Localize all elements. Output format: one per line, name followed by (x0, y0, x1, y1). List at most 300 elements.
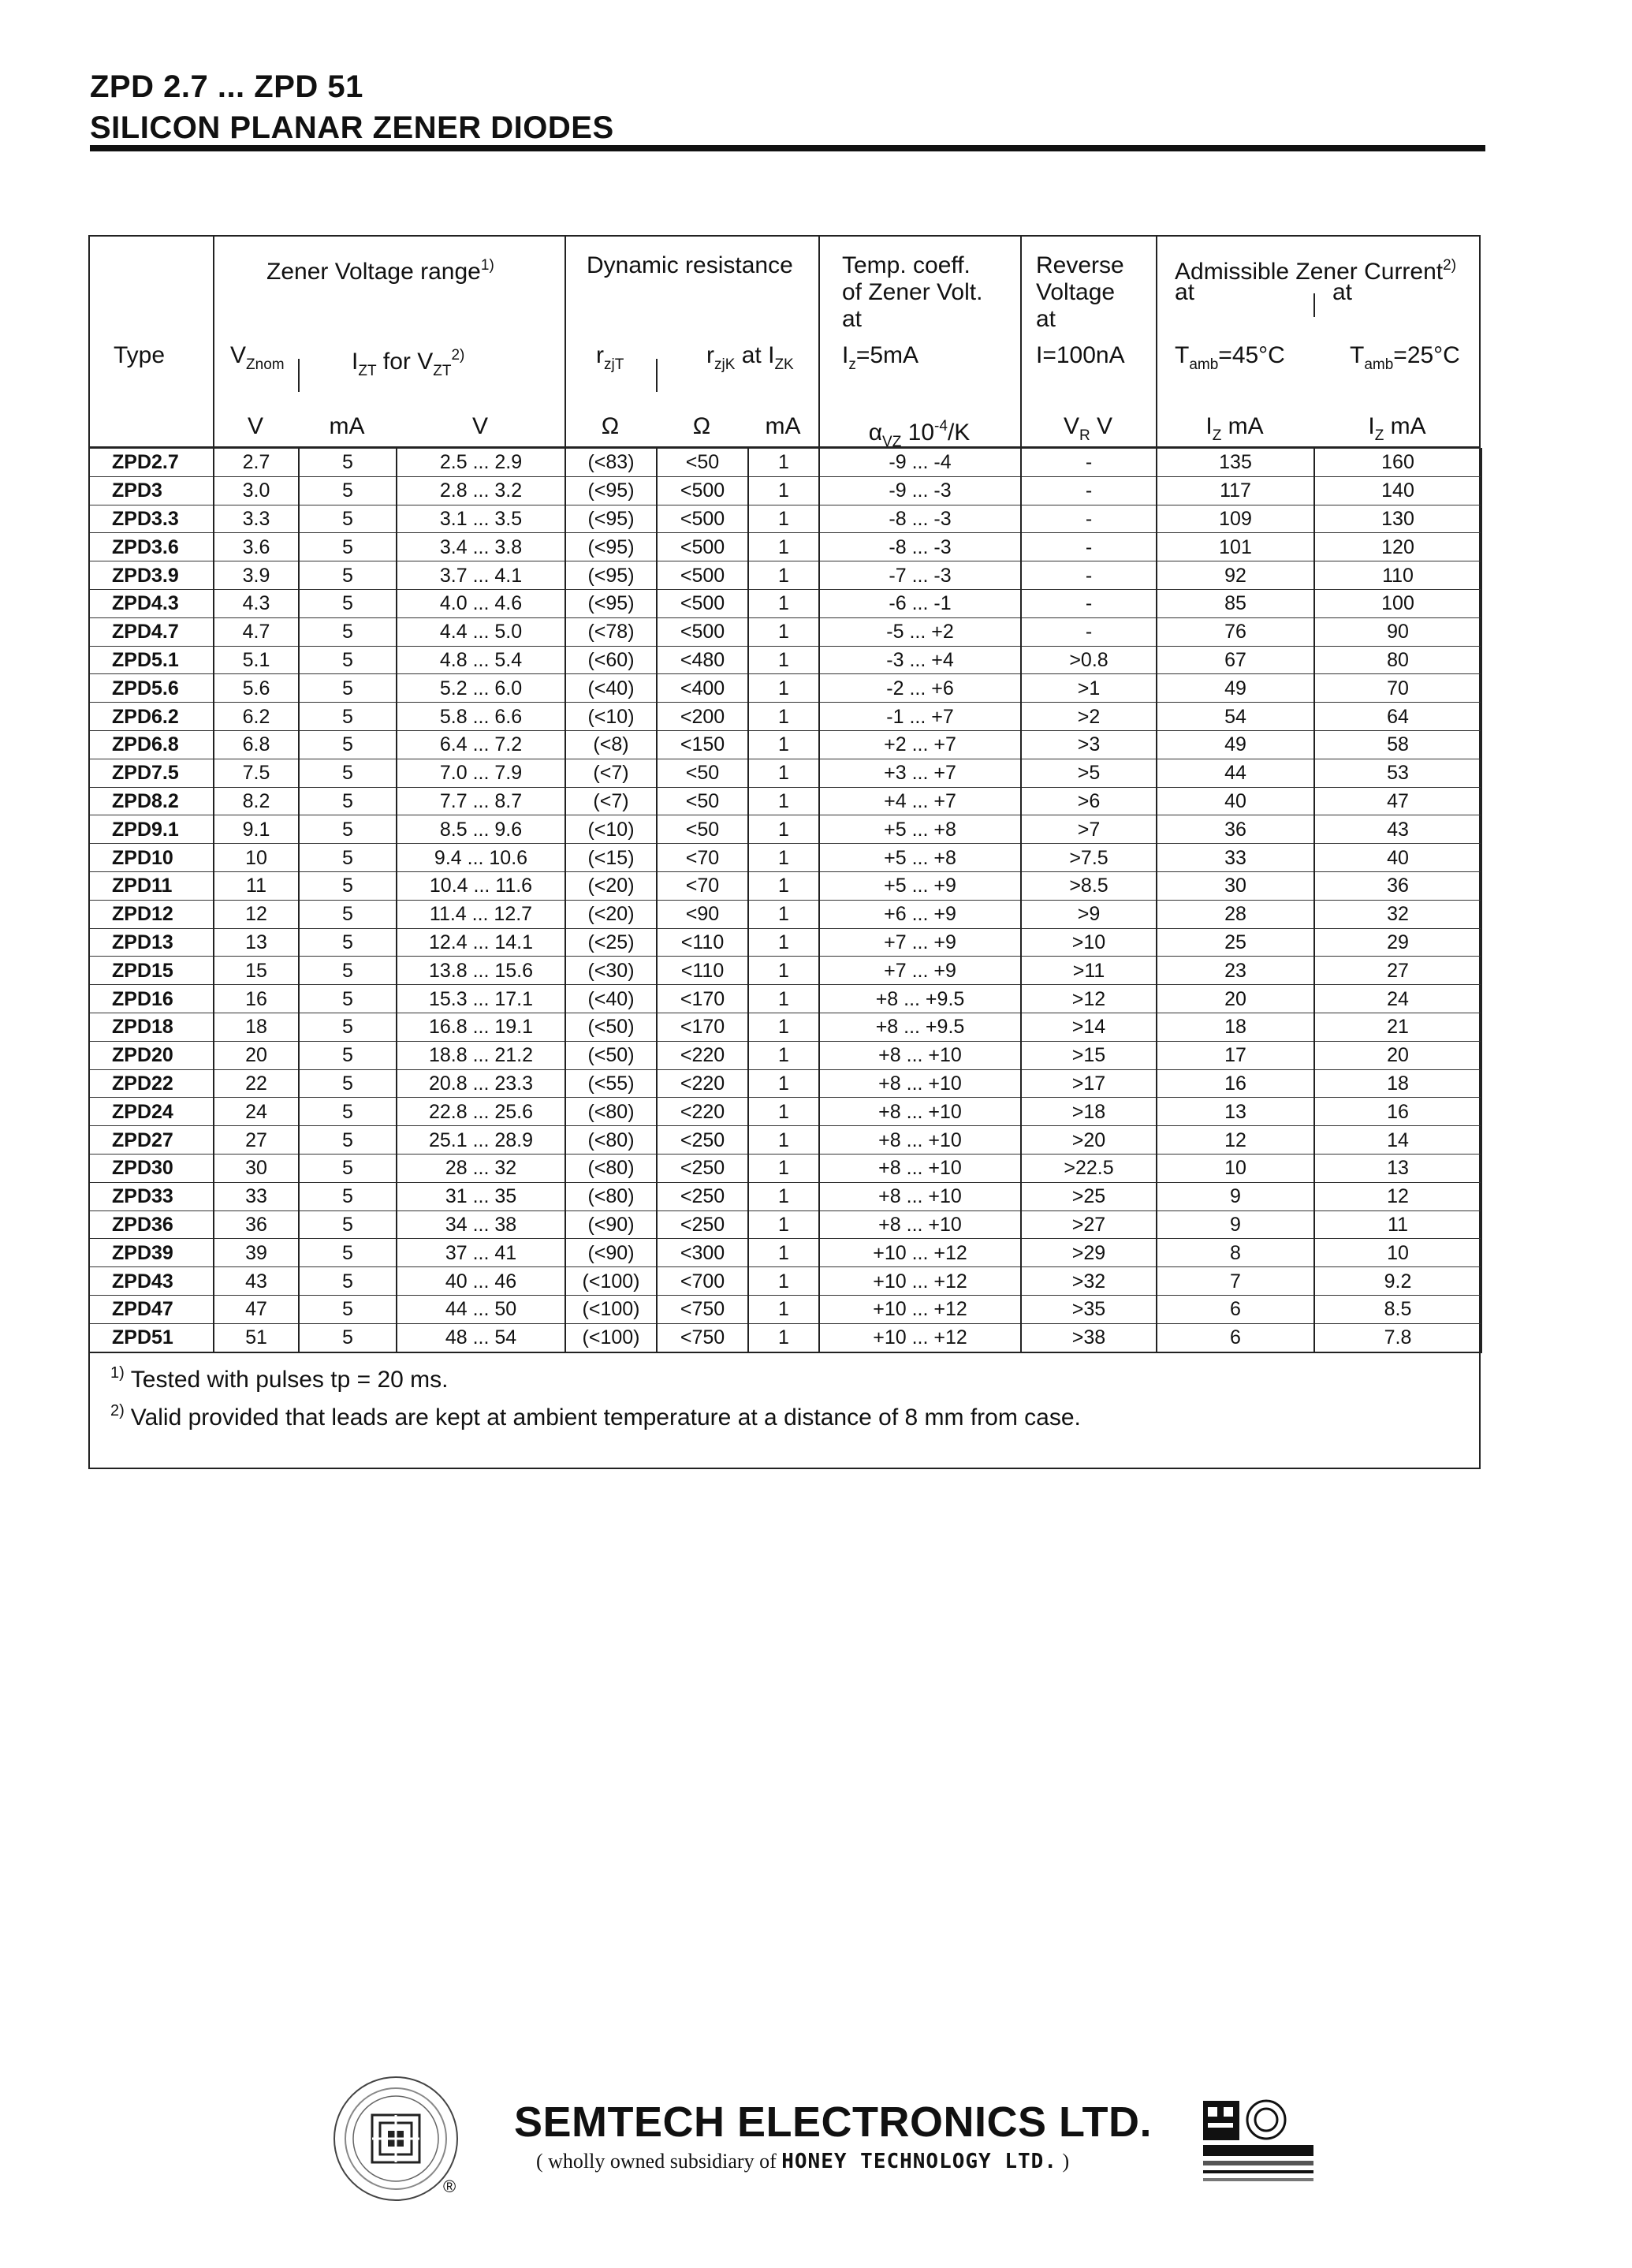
table-cell: 140 (1314, 476, 1481, 505)
table-cell: 1 (748, 871, 819, 900)
table-cell: 54 (1157, 703, 1314, 731)
table-cell: <70 (657, 871, 748, 900)
table-cell: >18 (1021, 1098, 1157, 1126)
table-cell: +8 ... +9.5 (819, 985, 1021, 1013)
zener-voltage-range-heading: Zener Voltage range$^{1)}$ (266, 257, 494, 285)
table-cell: +3 ... +7 (819, 759, 1021, 787)
type-cell: ZPD4.3 (89, 589, 214, 617)
table-cell: 5.6 (214, 674, 299, 703)
table-cell: 33 (1157, 844, 1314, 872)
table-cell: >2 (1021, 703, 1157, 731)
table-cell: -6 ... -1 (819, 589, 1021, 617)
type-cell: ZPD27 (89, 1126, 214, 1155)
table-cell: 120 (1314, 533, 1481, 561)
temp-condition: $I_z=5mA$ (842, 342, 919, 373)
table-cell: 5 (299, 533, 397, 561)
table-cell: <750 (657, 1323, 748, 1352)
table-cell: >11 (1021, 957, 1157, 985)
type-cell: ZPD5.6 (89, 674, 214, 703)
table-cell: 85 (1157, 589, 1314, 617)
table-cell: (<80) (565, 1154, 657, 1182)
table-cell: >10 (1021, 928, 1157, 957)
table-cell: 80 (1314, 646, 1481, 674)
admissible-at-25: at (1332, 279, 1353, 305)
table-cell: 44 (1157, 759, 1314, 787)
table-cell: 6.8 (214, 730, 299, 759)
table-row (89, 561, 1481, 590)
table-cell: <170 (657, 985, 748, 1013)
table-cell: 36 (1157, 815, 1314, 844)
table-cell: 5 (299, 730, 397, 759)
table-cell: 43 (1314, 815, 1481, 844)
table-cell: 2.7 (214, 449, 299, 477)
table-cell: <50 (657, 787, 748, 815)
table-cell: 8.5 ... 9.6 (397, 815, 565, 844)
table-cell: >8.5 (1021, 871, 1157, 900)
table-cell: 9.2 (1314, 1267, 1481, 1296)
type-cell: ZPD6.8 (89, 730, 214, 759)
table-cell: <500 (657, 589, 748, 617)
table-cell: (<80) (565, 1182, 657, 1210)
table-row (89, 505, 1481, 533)
table-cell: 109 (1157, 505, 1314, 533)
type-cell: ZPD7.5 (89, 759, 214, 787)
table-cell: 47 (1314, 787, 1481, 815)
table-cell: 15.3 ... 17.1 (397, 985, 565, 1013)
table-cell: <750 (657, 1295, 748, 1323)
table-cell: <500 (657, 505, 748, 533)
table-cell: 1 (748, 957, 819, 985)
table-row (89, 646, 1481, 674)
table-cell: <250 (657, 1210, 748, 1239)
type-cell: ZPD47 (89, 1295, 214, 1323)
unit-vrange: V (471, 413, 488, 439)
table-cell: 17 (1157, 1041, 1314, 1069)
table-cell: - (1021, 476, 1157, 505)
table-cell: 67 (1157, 646, 1314, 674)
table-cell: 33 (214, 1182, 299, 1210)
table-cell: 16 (1157, 1069, 1314, 1098)
table-cell: 1 (748, 787, 819, 815)
registered-mark: ® (443, 2177, 456, 2196)
table-cell: <220 (657, 1098, 748, 1126)
table-cell: 9 (1157, 1182, 1314, 1210)
rzjt-heading: $r_{zjT}$ (596, 342, 624, 373)
type-cell: ZPD2.7 (89, 449, 214, 477)
table-row (89, 476, 1481, 505)
table-cell: 5 (299, 505, 397, 533)
table-cell: -8 ... -3 (819, 533, 1021, 561)
table-row (89, 871, 1481, 900)
table-cell: 16 (1314, 1098, 1481, 1126)
table-cell: 6.4 ... 7.2 (397, 730, 565, 759)
type-cell: ZPD24 (89, 1098, 214, 1126)
type-cell: ZPD43 (89, 1267, 214, 1296)
table-cell: 58 (1314, 730, 1481, 759)
table-cell: <250 (657, 1154, 748, 1182)
table-cell: <200 (657, 703, 748, 731)
type-cell: ZPD5.1 (89, 646, 214, 674)
table-cell: 8.5 (1314, 1295, 1481, 1323)
table-cell: +5 ... +9 (819, 871, 1021, 900)
table-cell: 1 (748, 533, 819, 561)
table-cell: +5 ... +8 (819, 815, 1021, 844)
table-cell: (<90) (565, 1210, 657, 1239)
table-cell: 1 (748, 900, 819, 928)
table-cell: 1 (748, 730, 819, 759)
table-cell: 10 (1314, 1239, 1481, 1267)
table-cell: 3.1 ... 3.5 (397, 505, 565, 533)
table-cell: 44 ... 50 (397, 1295, 565, 1323)
table-cell: (<80) (565, 1098, 657, 1126)
table-cell: (<95) (565, 589, 657, 617)
table-cell: 110 (1314, 561, 1481, 590)
table-cell: +8 ... +9.5 (819, 1013, 1021, 1041)
table-cell: 5 (299, 1182, 397, 1210)
table-cell: <50 (657, 815, 748, 844)
table-cell: 43 (214, 1267, 299, 1296)
table-cell: 4.0 ... 4.6 (397, 589, 565, 617)
table-cell: 9.1 (214, 815, 299, 844)
table-cell: - (1021, 589, 1157, 617)
table-cell: (<78) (565, 617, 657, 646)
table-row (89, 1267, 1481, 1296)
table-cell: 1 (748, 1323, 819, 1352)
table-cell: - (1021, 617, 1157, 646)
header-subdivider (298, 359, 300, 392)
table-cell: 5 (299, 646, 397, 674)
table-cell: 1 (748, 449, 819, 477)
table-row (89, 957, 1481, 985)
table-row (89, 759, 1481, 787)
table-cell: 12 (214, 900, 299, 928)
table-cell: 2.5 ... 2.9 (397, 449, 565, 477)
table-cell: 1 (748, 759, 819, 787)
table-cell: 1 (748, 1041, 819, 1069)
unit-vznom: V (247, 413, 263, 439)
table-cell: +2 ... +7 (819, 730, 1021, 759)
table-cell: <500 (657, 617, 748, 646)
table-cell: <220 (657, 1041, 748, 1069)
table-cell: - (1021, 449, 1157, 477)
table-cell: >9 (1021, 900, 1157, 928)
table-cell: >7 (1021, 815, 1157, 844)
table-cell: 5 (299, 1013, 397, 1041)
unit-alpha: $\alpha_{VZ}$ $10^{-4}/K$ (868, 418, 971, 450)
iso-certification-logo (1200, 2098, 1318, 2200)
table-cell: (<95) (565, 533, 657, 561)
table-row (89, 1182, 1481, 1210)
table-row (89, 674, 1481, 703)
table-cell: - (1021, 561, 1157, 590)
table-cell: 6.2 (214, 703, 299, 731)
table-cell: 24 (214, 1098, 299, 1126)
table-cell: 76 (1157, 617, 1314, 646)
table-cell: 135 (1157, 449, 1314, 477)
type-cell: ZPD22 (89, 1069, 214, 1098)
table-cell: 5 (299, 1154, 397, 1182)
table-cell: >20 (1021, 1126, 1157, 1155)
t45-heading: $T_{amb}=45^\circ C$ (1175, 342, 1285, 373)
admissible-at-45: at (1175, 279, 1195, 305)
table-cell: 100 (1314, 589, 1481, 617)
table-cell: +8 ... +10 (819, 1069, 1021, 1098)
table-cell: 25.1 ... 28.9 (397, 1126, 565, 1155)
table-cell: 117 (1157, 476, 1314, 505)
type-cell: ZPD11 (89, 871, 214, 900)
table-cell: <110 (657, 957, 748, 985)
header-subdivider (1313, 293, 1315, 317)
table-cell: (<100) (565, 1295, 657, 1323)
table-cell: +6 ... +9 (819, 900, 1021, 928)
table-cell: (<20) (565, 900, 657, 928)
table-row (89, 1323, 1481, 1352)
unit-izk: mA (765, 413, 801, 439)
table-cell: +8 ... +10 (819, 1126, 1021, 1155)
table-cell: 6 (1157, 1323, 1314, 1352)
table-cell: 20 (1157, 985, 1314, 1013)
table-cell: 5 (299, 674, 397, 703)
table-cell: (<95) (565, 561, 657, 590)
table-cell: 5 (299, 759, 397, 787)
table-cell: 40 (1314, 844, 1481, 872)
table-cell: (<95) (565, 505, 657, 533)
table-cell: -9 ... -3 (819, 476, 1021, 505)
type-cell: ZPD51 (89, 1323, 214, 1352)
table-cell: 64 (1314, 703, 1481, 731)
table-cell: -3 ... +4 (819, 646, 1021, 674)
unit-iz25: $I_Z$ mA (1368, 413, 1426, 444)
table-cell: 5 (299, 703, 397, 731)
table-cell: +8 ... +10 (819, 1210, 1021, 1239)
table-cell: >15 (1021, 1041, 1157, 1069)
table-cell: >3 (1021, 730, 1157, 759)
table-row (89, 703, 1481, 731)
table-cell: 1 (748, 561, 819, 590)
table-row (89, 1098, 1481, 1126)
unit-iz45: $I_Z$ mA (1205, 413, 1264, 444)
table-cell: 5 (299, 617, 397, 646)
unit-izt: mA (329, 413, 365, 439)
header-subdivider (656, 359, 658, 392)
table-cell: 5 (299, 928, 397, 957)
table-cell: 8 (1157, 1239, 1314, 1267)
table-row (89, 1154, 1481, 1182)
table-cell: 5 (299, 1267, 397, 1296)
type-cell: ZPD13 (89, 928, 214, 957)
table-cell: 4.4 ... 5.0 (397, 617, 565, 646)
table-cell: 1 (748, 505, 819, 533)
table-cell: 5 (299, 1210, 397, 1239)
table-cell: 40 (1157, 787, 1314, 815)
table-cell: 40 ... 46 (397, 1267, 565, 1296)
table-cell: 18.8 ... 21.2 (397, 1041, 565, 1069)
table-cell: >14 (1021, 1013, 1157, 1041)
table-cell: +10 ... +12 (819, 1323, 1021, 1352)
table-cell: >1 (1021, 674, 1157, 703)
table-cell: -5 ... +2 (819, 617, 1021, 646)
table-cell: <220 (657, 1069, 748, 1098)
table-cell: 21 (1314, 1013, 1481, 1041)
type-cell: ZPD30 (89, 1154, 214, 1182)
table-row (89, 1210, 1481, 1239)
table-cell: 1 (748, 617, 819, 646)
table-cell: (<8) (565, 730, 657, 759)
type-cell: ZPD9.1 (89, 815, 214, 844)
type-cell: ZPD15 (89, 957, 214, 985)
table-cell: <700 (657, 1267, 748, 1296)
table-cell: 10 (214, 844, 299, 872)
table-cell: 1 (748, 815, 819, 844)
footnote-1: $^{1)}$ Tested with pulses tp = 20 ms. (110, 1364, 449, 1393)
table-cell: 27 (1314, 957, 1481, 985)
table-cell: >12 (1021, 985, 1157, 1013)
table-cell: 5.8 ... 6.6 (397, 703, 565, 731)
table-row (89, 589, 1481, 617)
table-cell: >29 (1021, 1239, 1157, 1267)
table-cell: 3.6 (214, 533, 299, 561)
table-cell: 5.1 (214, 646, 299, 674)
table-cell: (<10) (565, 703, 657, 731)
table-cell: 90 (1314, 617, 1481, 646)
table-cell: -7 ... -3 (819, 561, 1021, 590)
table-cell: (<90) (565, 1239, 657, 1267)
table-row (89, 1013, 1481, 1041)
type-heading: Type (114, 342, 166, 368)
table-cell: 3.3 (214, 505, 299, 533)
table-cell: <50 (657, 759, 748, 787)
table-cell: 7 (1157, 1267, 1314, 1296)
table-cell: >25 (1021, 1182, 1157, 1210)
table-cell: 48 ... 54 (397, 1323, 565, 1352)
table-cell: <300 (657, 1239, 748, 1267)
table-cell: 3.7 ... 4.1 (397, 561, 565, 590)
table-cell: 5 (299, 1239, 397, 1267)
table-cell: 36 (214, 1210, 299, 1239)
table-cell: 5 (299, 871, 397, 900)
table-cell: 11 (214, 871, 299, 900)
table-cell: +7 ... +9 (819, 957, 1021, 985)
table-cell: (<100) (565, 1267, 657, 1296)
table-cell: 160 (1314, 449, 1481, 477)
table-row (89, 449, 1481, 477)
table-cell: 1 (748, 985, 819, 1013)
table-cell: - (1021, 505, 1157, 533)
reverse-voltage-heading: Reverse Voltage at (1036, 252, 1124, 332)
table-row (89, 533, 1481, 561)
table-cell: 10 (1157, 1154, 1314, 1182)
table-cell: 11.4 ... 12.7 (397, 900, 565, 928)
table-cell: 13 (214, 928, 299, 957)
table-cell: >7.5 (1021, 844, 1157, 872)
table-cell: (<40) (565, 985, 657, 1013)
dynamic-resistance-heading: Dynamic resistance (587, 252, 793, 278)
table-cell: 1 (748, 646, 819, 674)
table-cell: 47 (214, 1295, 299, 1323)
table-cell: 32 (1314, 900, 1481, 928)
table-cell: <150 (657, 730, 748, 759)
table-cell: -9 ... -4 (819, 449, 1021, 477)
table-cell: >0.8 (1021, 646, 1157, 674)
table-cell: 37 ... 41 (397, 1239, 565, 1267)
table-cell: 5 (299, 1098, 397, 1126)
type-cell: ZPD3.9 (89, 561, 214, 590)
table-cell: >27 (1021, 1210, 1157, 1239)
table-cell: 20.8 ... 23.3 (397, 1069, 565, 1098)
table-cell: >38 (1021, 1323, 1157, 1352)
table-cell: <170 (657, 1013, 748, 1041)
table-cell: 5 (299, 900, 397, 928)
table-cell: 1 (748, 1013, 819, 1041)
table-cell: (<50) (565, 1013, 657, 1041)
table-cell: 23 (1157, 957, 1314, 985)
table-cell: (<100) (565, 1323, 657, 1352)
table-cell: 13 (1314, 1154, 1481, 1182)
table-cell: 18 (214, 1013, 299, 1041)
table-cell: 5 (299, 985, 397, 1013)
table-cell: >22.5 (1021, 1154, 1157, 1182)
table-cell: <250 (657, 1126, 748, 1155)
table-cell: 130 (1314, 505, 1481, 533)
table-cell: (<60) (565, 646, 657, 674)
table-cell: <480 (657, 646, 748, 674)
table-cell: (<80) (565, 1126, 657, 1155)
table-row (89, 928, 1481, 957)
table-cell: 1 (748, 476, 819, 505)
table-cell: 92 (1157, 561, 1314, 590)
table-cell: 5 (299, 1041, 397, 1069)
type-cell: ZPD12 (89, 900, 214, 928)
type-cell: ZPD36 (89, 1210, 214, 1239)
table-cell: +10 ... +12 (819, 1267, 1021, 1296)
table-cell: 4.8 ... 5.4 (397, 646, 565, 674)
type-cell: ZPD4.7 (89, 617, 214, 646)
table-cell: (<30) (565, 957, 657, 985)
table-cell: 8.2 (214, 787, 299, 815)
table-cell: -1 ... +7 (819, 703, 1021, 731)
table-row (89, 1126, 1481, 1155)
admissible-current-heading: Admissible Zener Current$^{2)}$ (1175, 257, 1457, 285)
table-cell: 1 (748, 1069, 819, 1098)
table-cell: 49 (1157, 730, 1314, 759)
table-cell: 14 (1314, 1126, 1481, 1155)
page-subtitle: SILICON PLANAR ZENER DIODES (90, 110, 614, 145)
rzjk-heading: $r_{zjK}$ at $I_{ZK}$ (706, 342, 794, 373)
type-cell: ZPD6.2 (89, 703, 214, 731)
table-row (89, 1295, 1481, 1323)
table-cell: 16.8 ... 19.1 (397, 1013, 565, 1041)
table-cell: 30 (1157, 871, 1314, 900)
table-cell: <50 (657, 449, 748, 477)
table-cell: (<95) (565, 476, 657, 505)
table-cell: 28 ... 32 (397, 1154, 565, 1182)
table-cell: 1 (748, 928, 819, 957)
table-cell: 13 (1157, 1098, 1314, 1126)
table-cell: 3.0 (214, 476, 299, 505)
table-cell: 49 (1157, 674, 1314, 703)
table-cell: >6 (1021, 787, 1157, 815)
table-cell: 27 (214, 1126, 299, 1155)
table-cell: 5 (299, 787, 397, 815)
table-cell: 30 (214, 1154, 299, 1182)
table-row (89, 844, 1481, 872)
table-cell: +8 ... +10 (819, 1154, 1021, 1182)
table-cell: 5 (299, 1323, 397, 1352)
table-cell: 1 (748, 1098, 819, 1126)
table-cell: 22.8 ... 25.6 (397, 1098, 565, 1126)
table-cell: <500 (657, 533, 748, 561)
table-cell: 1 (748, 1267, 819, 1296)
